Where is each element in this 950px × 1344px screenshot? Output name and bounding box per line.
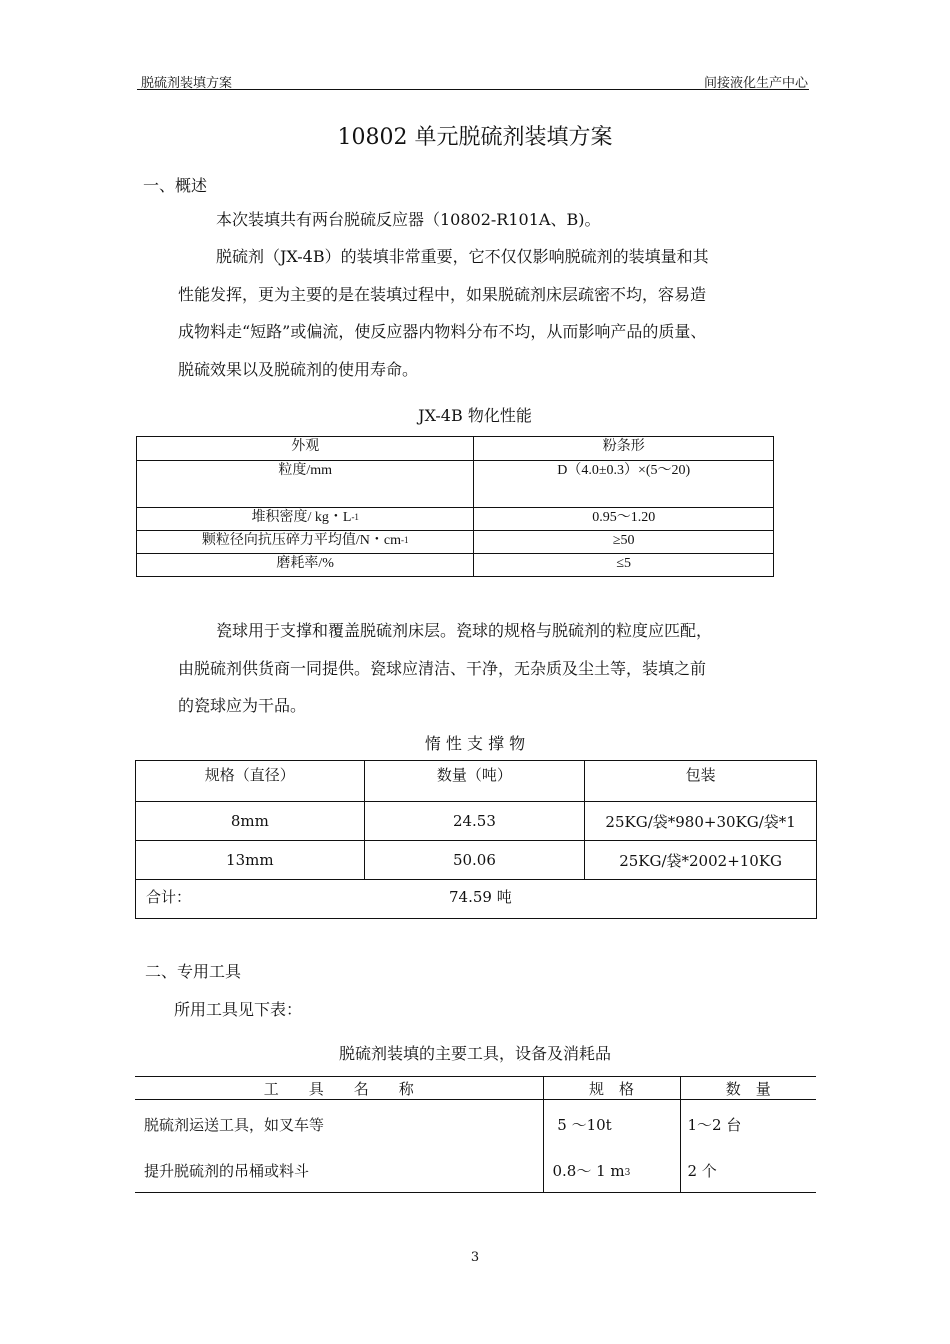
table-row: [135, 1148, 816, 1193]
table-row: [137, 508, 774, 531]
property-label: 磨耗率/%: [137, 554, 474, 577]
paragraph-line: 由脱硫剂供货商一同提供。瓷球应清洁、干净，无杂质及尘土等，装填之前: [178, 658, 707, 678]
table-header-row: [136, 761, 817, 802]
paragraph-line: 的瓷球应为干品。: [178, 696, 307, 715]
table-cell: 25KG/袋*980+30KG/袋*1: [585, 802, 817, 841]
table-cell: 8mm: [136, 802, 365, 841]
page-number: 3: [470, 1250, 480, 1265]
column-header: 规 格: [543, 1077, 680, 1100]
tool-spec: 0.8～ 1 m3: [543, 1148, 680, 1193]
paragraph-line: 脱硫效果以及脱硫剂的使用寿命。: [178, 359, 419, 379]
paragraph-ceramic-balls: [178, 612, 808, 725]
property-label: 粒度/mm: [137, 461, 474, 508]
inert-support-table: [135, 760, 817, 919]
property-label: 外观: [137, 437, 474, 461]
column-header: 包装: [585, 761, 817, 802]
paragraph-line: 脱硫剂（JX-4B）的装填非常重要，它不仅仅影响脱硫剂的装填量和其: [216, 247, 709, 266]
property-value: 粉条形: [474, 437, 774, 461]
table-row: [137, 461, 774, 508]
property-label: 颗粒径向抗压碎力平均值/N・cm-1: [137, 531, 474, 554]
table-1-caption: JX-4B 物化性能: [418, 406, 532, 425]
column-header: 规格（直径）: [136, 761, 365, 802]
tool-spec: 5 ～10t: [543, 1100, 680, 1149]
tool-name: 提升脱硫剂的吊桶或料斗: [135, 1148, 543, 1193]
table-row: [135, 1100, 816, 1149]
property-label: 堆积密度/ kg・L-1: [137, 508, 474, 531]
table-cell: 24.53: [364, 802, 585, 841]
paragraph-line: 瓷球用于支撑和覆盖脱硫剂床层。瓷球的规格与脱硫剂的粒度应匹配，: [216, 621, 713, 640]
tool-quantity: 1～2 台: [687, 1115, 742, 1134]
header-rule: [137, 89, 809, 90]
property-value: ≤5: [474, 554, 774, 577]
table-cell: 25KG/袋*2002+10KG: [585, 841, 817, 880]
paragraph-line: 性能发挥，更为主要的是在装填过程中，如果脱硫剂床层疏密不均，容易造: [178, 284, 707, 304]
property-value: ≥50: [474, 531, 774, 554]
table-row: [136, 841, 817, 880]
column-header: 数 量: [680, 1077, 816, 1100]
paragraph-reactors: 本次装填共有两台脱硫反应器（10802-R101A、B)。: [216, 210, 601, 229]
tool-quantity: 2 个: [680, 1148, 816, 1193]
paragraph-importance: [178, 238, 808, 388]
total-value: 74.59 吨: [449, 888, 512, 906]
table-total-row: [136, 880, 817, 919]
table-row: [137, 437, 774, 461]
total-label: 合计：: [146, 888, 192, 906]
tools-table: [135, 1076, 816, 1193]
table-row: [136, 802, 817, 841]
column-header: 工 具 名 称: [135, 1077, 543, 1100]
properties-table: [136, 436, 774, 577]
column-header: 数量（吨）: [364, 761, 585, 802]
document-title: 10802 单元脱硫剂装填方案: [337, 125, 613, 150]
header-title: 脱硫剂装填方案: [141, 76, 233, 91]
table-header-row: [135, 1077, 816, 1100]
section-2-heading: 二、专用工具: [145, 962, 242, 981]
section-1-heading: 一、概述: [143, 176, 208, 195]
table-cell: 13mm: [136, 841, 365, 880]
tool-name: 脱硫剂运送工具，如叉车等: [135, 1100, 543, 1149]
total-cell: [136, 880, 817, 919]
table-2-caption: 惰 性 支 撑 物: [424, 734, 526, 753]
header-department: 间接液化生产中心: [703, 76, 808, 91]
table-row: [137, 531, 774, 554]
table-cell: 50.06: [364, 841, 585, 880]
property-value: D（4.0±0.3）×(5～20): [474, 461, 774, 508]
table-3-caption: 脱硫剂装填的主要工具，设备及消耗品: [338, 1044, 611, 1063]
property-value: 0.95～1.20: [474, 508, 774, 531]
tools-intro: 所用工具见下表：: [174, 1000, 303, 1019]
table-row: [137, 554, 774, 577]
paragraph-line: 成物料走“短路”或偏流，使反应器内物料分布不均，从而影响产品的质量、: [178, 322, 707, 341]
